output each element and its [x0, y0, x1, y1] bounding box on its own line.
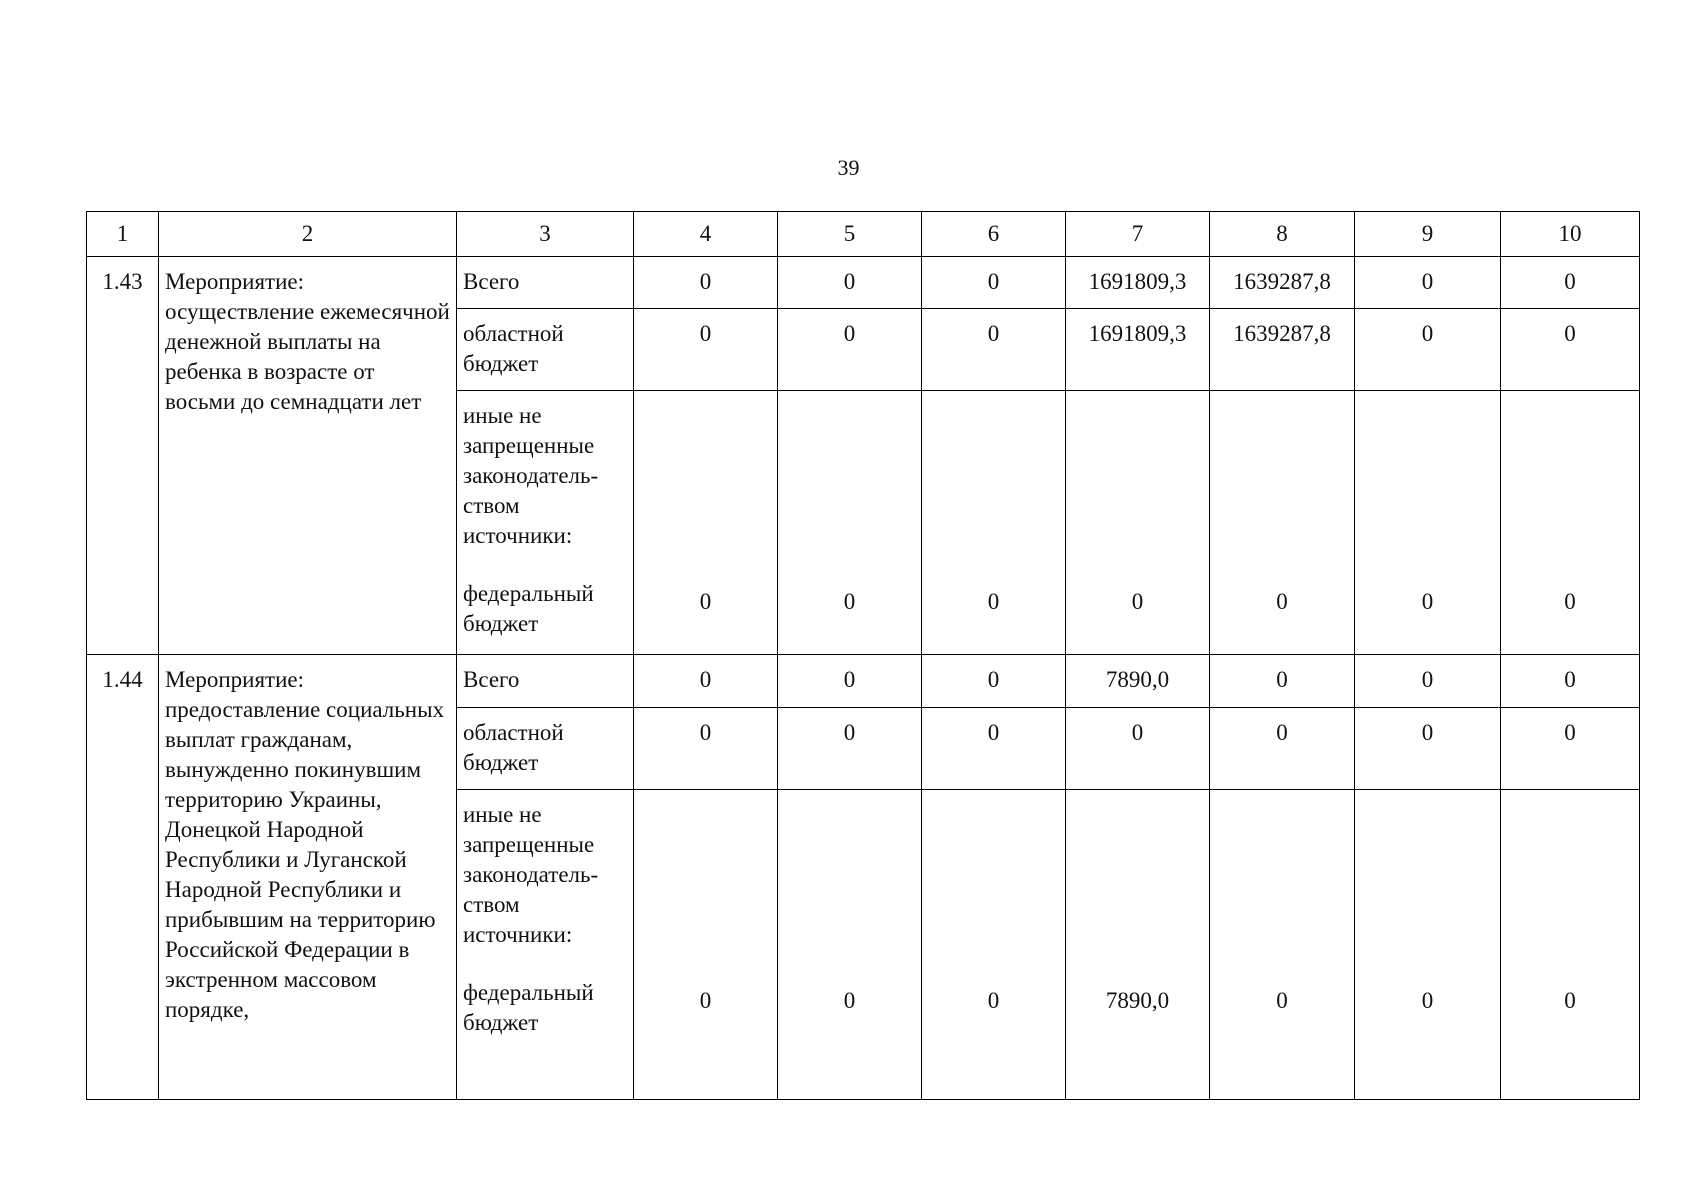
value-cell: 1639287,8	[1210, 257, 1355, 309]
header-cell: 5	[778, 212, 922, 257]
header-cell: 2	[159, 212, 457, 257]
value-cell: 0	[634, 708, 778, 790]
value-cell: 0	[778, 655, 922, 708]
value-cell: 0	[1066, 391, 1210, 655]
funding-source: областной бюджет	[457, 708, 634, 790]
value-cell: 0	[1501, 655, 1640, 708]
header-cell: 1	[87, 212, 159, 257]
value-cell: 0	[1355, 708, 1501, 790]
value-cell: 0	[1210, 790, 1355, 1100]
value-cell: 0	[1501, 708, 1640, 790]
value-cell: 0	[1210, 708, 1355, 790]
value-cell: 0	[634, 655, 778, 708]
value-cell: 0	[1066, 708, 1210, 790]
value-cell: 0	[1355, 257, 1501, 309]
page-number: 39	[837, 155, 860, 180]
value-cell: 1639287,8	[1210, 309, 1355, 391]
row-index: 1.44	[87, 655, 159, 1100]
funding-source: Всего	[457, 257, 634, 309]
row-index: 1.43	[87, 257, 159, 655]
value-cell: 0	[634, 257, 778, 309]
funding-source	[457, 391, 634, 655]
budget-table	[86, 211, 1640, 1100]
header-cell: 10	[1501, 212, 1640, 257]
funding-source-note: иные не запрещенные законодатель-ством источники:	[463, 802, 599, 947]
value-cell: 0	[922, 309, 1066, 391]
value-cell: 0	[634, 391, 778, 655]
value-cell: 0	[778, 309, 922, 391]
value-cell: 0	[1355, 790, 1501, 1100]
header-cell: 6	[922, 212, 1066, 257]
value-cell: 0	[1501, 257, 1640, 309]
value-cell: 1691809,3	[1066, 309, 1210, 391]
table-row	[87, 655, 1640, 708]
measure-description: Мероприятие: предоставление социальных выплат гражданам, вынужденно покинувшим территорию Украины, Донецкой Народной Республики и Луганской Народной Республики и прибывшим на территорию Российской Федерации в экстренном массовом порядке,	[159, 655, 457, 1100]
table-row	[87, 257, 1640, 309]
value-cell: 0	[1210, 391, 1355, 655]
funding-source-note: иные не запрещенные законодатель-ством источники:	[463, 403, 599, 548]
value-cell: 0	[634, 309, 778, 391]
value-cell: 0	[634, 790, 778, 1100]
header-cell: 9	[1355, 212, 1501, 257]
value-cell: 0	[1501, 790, 1640, 1100]
header-cell: 8	[1210, 212, 1355, 257]
value-cell: 0	[1355, 655, 1501, 708]
value-cell: 0	[778, 391, 922, 655]
value-cell: 0	[778, 257, 922, 309]
value-cell: 1691809,3	[1066, 257, 1210, 309]
value-cell: 0	[922, 391, 1066, 655]
value-cell: 0	[778, 790, 922, 1100]
funding-source-label: федеральный бюджет	[463, 980, 594, 1035]
value-cell: 0	[922, 708, 1066, 790]
value-cell: 0	[922, 257, 1066, 309]
header-cell: 7	[1066, 212, 1210, 257]
value-cell: 7890,0	[1066, 790, 1210, 1100]
funding-source-label: федеральный бюджет	[463, 581, 594, 636]
table-header-row	[87, 212, 1640, 257]
funding-source: областной бюджет	[457, 309, 634, 391]
value-cell: 0	[1501, 391, 1640, 655]
value-cell: 0	[922, 790, 1066, 1100]
header-cell: 4	[634, 212, 778, 257]
value-cell: 0	[1210, 655, 1355, 708]
funding-source	[457, 790, 634, 1100]
funding-source: Всего	[457, 655, 634, 708]
header-cell: 3	[457, 212, 634, 257]
value-cell: 0	[922, 655, 1066, 708]
value-cell: 0	[778, 708, 922, 790]
value-cell: 0	[1501, 309, 1640, 391]
value-cell: 0	[1355, 391, 1501, 655]
measure-description: Мероприятие: осуществление ежемесячной денежной выплаты на ребенка в возрасте от восьми до семнадцати лет	[159, 257, 457, 655]
value-cell: 0	[1355, 309, 1501, 391]
value-cell: 7890,0	[1066, 655, 1210, 708]
